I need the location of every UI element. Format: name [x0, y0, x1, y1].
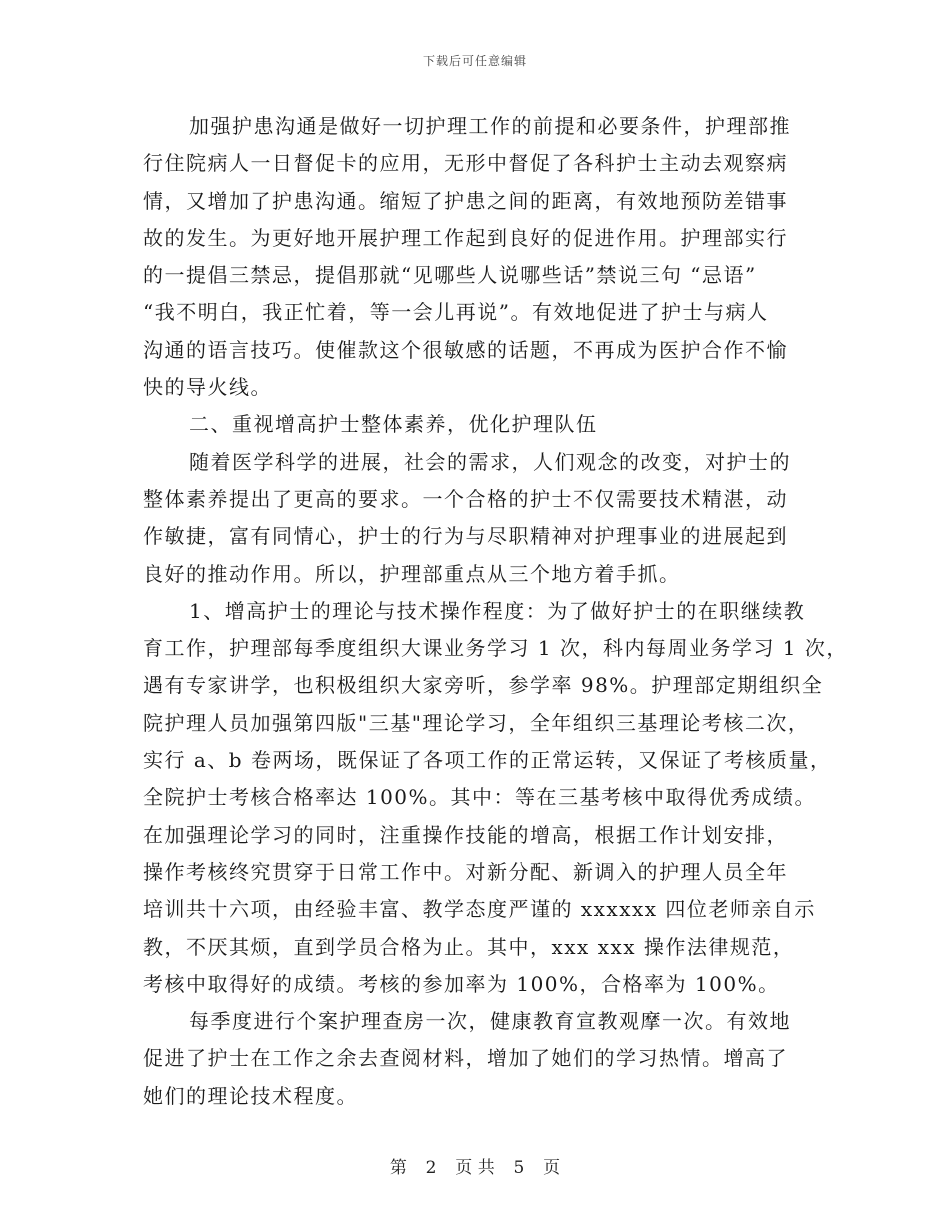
paragraph-line: 情，又增加了护患沟通。缩短了护患之间的距离，有效地预防差错事 — [143, 188, 788, 213]
page-footer-middle: 页 共 — [455, 1158, 495, 1178]
paragraph-line: 1、增高护士的理论与技术操作程度：为了做好护士的在职继续教 — [189, 598, 806, 623]
paragraph-line: 良好的推动作用。所以，护理部重点从三个地方着手抓。 — [143, 561, 681, 586]
page-footer-prefix: 第 — [389, 1158, 407, 1178]
paragraph-line: 行住院病人一日督促卡的应用，无形中督促了各科护士主动去观察病 — [143, 151, 788, 176]
paragraph-line: 沟通的语言技巧。使催款这个很敏感的话题，不再成为医护合作不愉 — [143, 337, 788, 362]
paragraph-line: 每季度进行个案护理查房一次，健康教育宣教观摩一次。有效地 — [189, 1009, 791, 1034]
page-footer — [0, 1153, 950, 1178]
paragraph-line: 整体素养提出了更高的要求。一个合格的护士不仅需要技术精湛，动 — [143, 486, 788, 511]
paragraph-line: 作敏捷，富有同情心，护士的行为与尽职精神对护理事业的进展起到 — [143, 524, 788, 549]
paragraph-line: 的一提倡三禁忌，提倡那就“见哪些人说哪些话”禁说三句 “忌语” — [143, 263, 757, 288]
page-footer-suffix: 页 — [543, 1158, 561, 1178]
paragraph-line: 促进了护士在工作之余去查阅材料，增加了她们的学习热情。增高了 — [143, 1046, 788, 1071]
section-heading: 二、重视增高护士整体素养，优化护理队伍 — [189, 412, 598, 437]
total-pages-number: 5 — [513, 1158, 525, 1178]
paragraph-line: 随着医学科学的进展，社会的需求，人们观念的改变，对护士的 — [189, 449, 791, 474]
paragraph-line: 故的发生。为更好地开展护理工作起到良好的促进作用。护理部实行 — [143, 225, 788, 250]
paragraph-line: 教，不厌其烦，直到学员合格为止。其中，xxx xxx 操作法律规范， — [143, 934, 795, 959]
paragraph-line: 在加强理论学习的同时，注重操作技能的增高，根据工作计划安排， — [143, 822, 788, 847]
paragraph-line: 院护理人员加强第四版"三基"理论学习，全年组织三基理论考核二次， — [143, 710, 810, 735]
document-body — [143, 108, 848, 1115]
paragraph-line: 全院护士考核合格率达 100%。其中：等在三基考核中取得优秀成绩。 — [143, 785, 817, 810]
paragraph-line: 实行 a、b 卷两场，既保证了各项工作的正常运转，又保证了考核质量， — [143, 748, 832, 773]
paragraph-line: 育工作，护理部每季度组织大课业务学习 1 次，科内每周业务学习 1 次， — [143, 636, 848, 661]
paragraph-line: 加强护患沟通是做好一切护理工作的前提和必要条件，护理部推 — [189, 114, 791, 138]
page-header: 下载后可任意编辑 — [422, 54, 527, 68]
paragraph-line: 考核中取得好的成绩。考核的参加率为 100%，合格率为 100%。 — [143, 971, 780, 996]
paragraph-line: 遇有专家讲学，也积极组织大家旁听，参学率 98%。护理部定期组织全 — [143, 673, 824, 698]
paragraph-line: 培训共十六项，由经验丰富、教学态度严谨的 xxxxxx 四位老师亲自示 — [143, 897, 816, 922]
paragraph-line: “我不明白，我正忙着，等一会儿再说”。有效地促进了护士与病人 — [143, 300, 769, 325]
paragraph-line: 她们的理论技术程度。 — [143, 1083, 358, 1108]
paragraph-line: 操作考核终究贯穿于日常工作中。对新分配、新调入的护理人员全年 — [143, 859, 788, 884]
paragraph-line: 快的导火线。 — [143, 375, 272, 400]
current-page-number: 2 — [425, 1158, 437, 1178]
